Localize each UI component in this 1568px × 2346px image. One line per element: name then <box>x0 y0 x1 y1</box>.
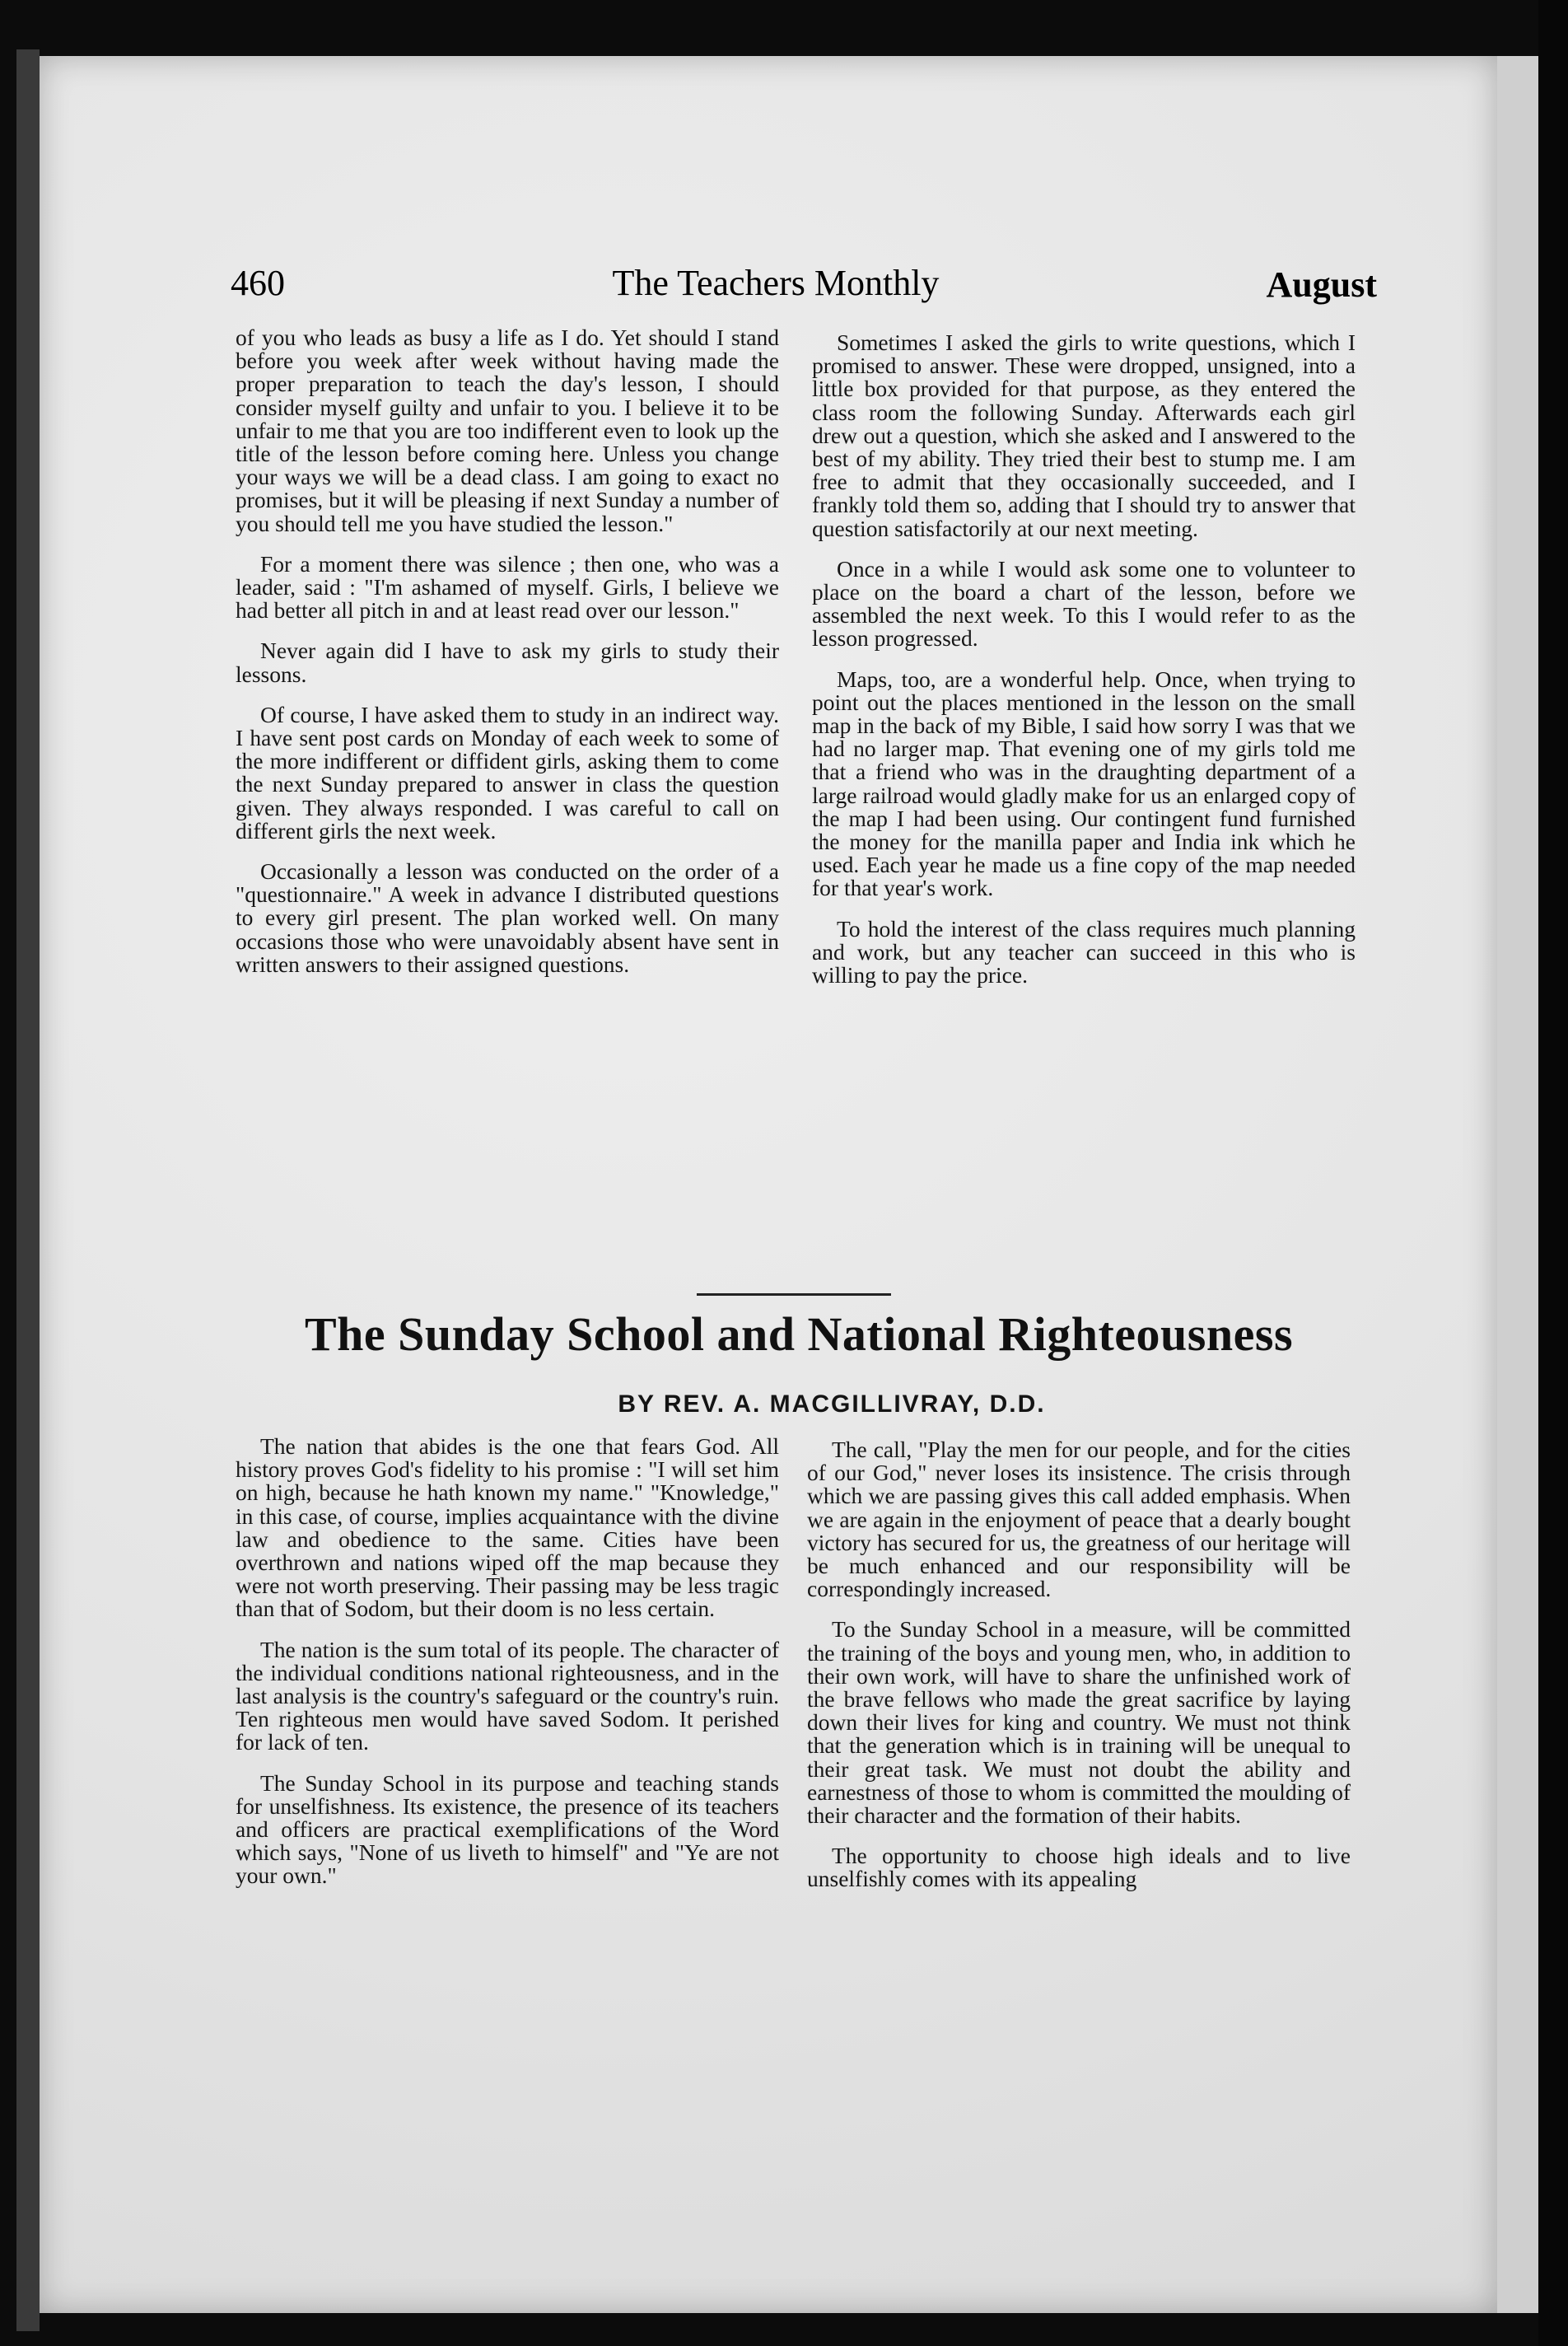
left-column-bottom <box>236 1435 779 1905</box>
page-binding-gutter <box>1497 56 1538 2313</box>
left-column-top <box>236 326 779 993</box>
right-column-bottom <box>807 1438 1351 1909</box>
scan-left-edge <box>16 49 40 2331</box>
running-header <box>191 255 1377 321</box>
article-title: The Sunday School and National Righteousness <box>304 1307 1294 1361</box>
paragraph: The nation that abides is the one that fears God. All history proves God's fidelity to his promise : "I will set him on high, because he hath known my name." "Knowledge," in this case, of course, implies acquaintance with the divine law and obedience to the same. Cities have been overthrown and nations wiped off the map because they were not worth preserving. Their passing may be less tragic than that of Sodom, but their doom is no less certain. <box>236 1433 779 1622</box>
article-byline: BY REV. A. MACGILLIVRAY, D.D. <box>618 1390 1046 1418</box>
paragraph: The call, "Play the men for our people, and for the cities of our God," never loses its insistence. The crisis through which we are passing gives this call added emphasis. When we are again in the enjoyment of peace that a dearly bought victory has secured for us, the greatness of our heritage will be much enhanced and our responsibility will be correspondingly increased. <box>807 1437 1351 1602</box>
paragraph: The opportunity to choose high ideals and to live unselfishly comes with its appealing <box>807 1843 1351 1892</box>
paragraph: Never again did I have to ask my girls to study their lessons. <box>236 638 779 687</box>
paragraph: Once in a while I would ask some one to volunteer to place on the board a chart of the lesson, before we assembled the next week. To this I would refer to as the lesson progressed. <box>812 555 1356 652</box>
paragraph: The nation is the sum total of its people. The character of the individual conditions national righteousness, and in the last analysis is the country's safeguard or the country's ruin. Ten righteous men would have saved Sodom. It perished for lack of ten. <box>236 1636 779 1755</box>
paragraph: Of course, I have asked them to study in an indirect way. I have sent post cards on Monday of each week to some of the more indifferent or diffident girls, asking them to come the next Sunday prepared to answer in class the question given. They always responded. I was careful to call on different girls the next week. <box>236 701 779 844</box>
scan-right-edge <box>1538 0 1568 2346</box>
paragraph: For a moment there was silence ; then one, who was a leader, said : "I'm ashamed of myself. Girls, I believe we had better all pitch in and at least read over our lesson." <box>236 550 779 624</box>
issue-month: August <box>1266 264 1377 305</box>
journal-title: The Teachers Monthly <box>612 263 940 303</box>
paragraph: The Sunday School in its purpose and teaching stands for unselfishness. Its existence, the presence of its teachers and officers are practical exemplifications of the Word which says, "None of us liveth to himself" and "Ye are not your own." <box>236 1769 779 1889</box>
page-number: 460 <box>231 263 285 303</box>
paragraph: Occasionally a lesson was conducted on the order of a "questionnaire." A week in advance I distributed questions to every girl present. The plan worked well. On many occasions those who were unavoidably absent have sent in written answers to their assigned questions. <box>236 858 779 977</box>
paragraph: Sometimes I asked the girls to write questions, which I promised to answer. These were dropped, unsigned, into a little box provided for that purpose, as they entered the class room the following Sunday. Afterwards each girl drew out a question, which she asked and I answered to the best of my ability. They tried their best to stump me. I am free to admit that they occasionally succeeded, and I frankly told them so, adding that I should try to answer that question satisfactorily at our next meeting. <box>812 329 1356 541</box>
paragraph: of you who leads as busy a life as I do. Yet should I stand before you week after week without having made the proper preparation to teach the day's lesson, I should consider myself guilty and unfair to you. I believe it to be unfair to me that you are too indifferent even to look up the title of the lesson before coming here. Unless you change your ways we will be a dead class. I am going to exact no promises, but it will be pleasing if next Sunday a number of you should tell me you have studied the lesson." <box>236 325 779 536</box>
paragraph: To the Sunday School in a measure, will be committed the training of the boys and young men, who, in addition to their own work, will have to share the unfinished work of the brave fellows who made the great sacrifice by laying down their lives for king and country. We must not think that the generation which is in training will be unequal to their great task. We must not doubt the ability and earnestness of those to whom is committed the moulding of their character and the formation of their habits. <box>807 1616 1351 1829</box>
paragraph: To hold the interest of the class requires much planning and work, but any teacher can succeed in this who is willing to pay the price. <box>812 915 1356 988</box>
section-divider <box>697 1293 891 1296</box>
right-column-top <box>812 331 1356 1004</box>
paragraph: Maps, too, are a wonderful help. Once, when trying to point out the places mentioned in the lesson on the small map in the back of my Bible, I said how sorry I was that we had no larger map. That evening one of my girls told me that a friend who was in the draughting department of a large railroad would gladly make for us an enlarged copy of the map I had been using. Our contingent fund furnished the money for the manilla paper and India ink which he used. Each year he made us a fine copy of the map needed for that year's work. <box>812 666 1356 901</box>
